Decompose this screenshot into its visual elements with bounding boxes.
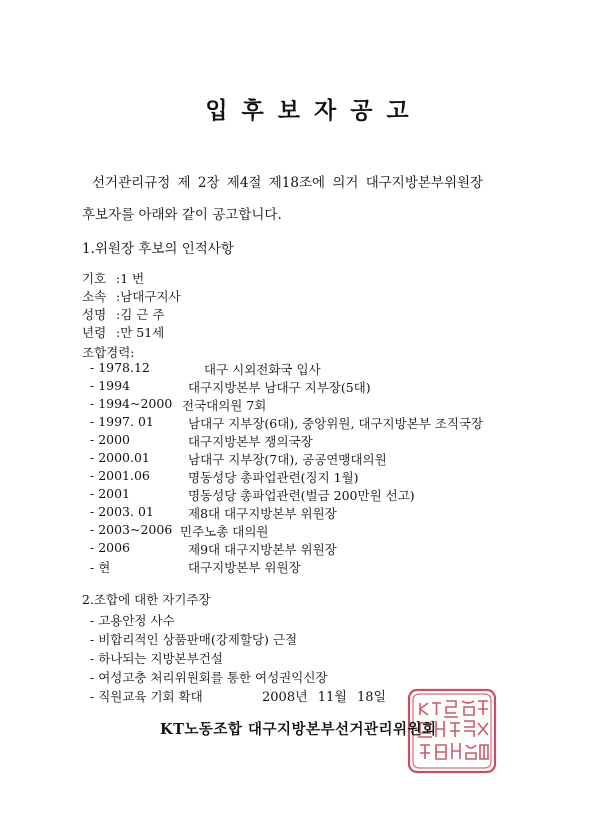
pledge-item: - 하나되는 지방본부건설	[90, 651, 223, 666]
info-value: 만 51세	[120, 325, 165, 340]
career-year: - 2006	[90, 540, 131, 555]
pledge-item: - 직원교육 기회 확대	[90, 689, 203, 704]
career-desc: 대구지방본부 위원장	[188, 560, 301, 575]
section-2-heading: 2.조합에 대한 자기주장	[82, 592, 211, 607]
career-year: - 2003. 01	[90, 504, 154, 519]
career-desc: 남대구 지부장(6대), 중앙위원, 대구지방본부 조직국장	[188, 416, 484, 431]
career-desc: 제9대 대구지방본부 위원장	[188, 542, 337, 557]
career-year: - 1994	[90, 378, 131, 393]
info-key: 소속	[82, 289, 107, 304]
career-year: - 1978.12	[90, 360, 150, 375]
career-desc: 민주노총 대의원	[180, 524, 269, 539]
career-year: - 2000.01	[90, 450, 150, 465]
career-desc: 대구지방본부 쟁의국장	[188, 434, 313, 449]
info-key: 기호	[82, 271, 107, 286]
career-year: - 2003~2006	[90, 522, 173, 537]
info-value: 김 근 주	[120, 307, 165, 322]
info-value: 1 번	[120, 271, 145, 286]
pledge-item: - 비합리적인 상품판매(강제할당) 근절	[90, 632, 298, 647]
career-year: - 1994~2000	[90, 396, 173, 411]
career-desc: 명동성당 총파업관련(벌금 200만원 선고)	[188, 488, 415, 503]
info-key: 성명	[82, 307, 107, 322]
info-value: 남대구지사	[120, 289, 181, 304]
info-row-name: 성명 :김 근 주	[82, 307, 165, 322]
career-desc: 전국대의원 7회	[182, 398, 267, 413]
notice-date: 2008년 11월 18일	[262, 690, 387, 705]
career-desc: 명동성당 총파업관련(징지 1월)	[188, 470, 359, 485]
pledge-item: - 여성고충 처리위원회를 통한 여성권익신장	[90, 670, 328, 685]
career-year: - 2001.06	[90, 468, 150, 483]
career-desc: 제8대 대구지방본부 위원장	[188, 506, 337, 521]
intro-line-2: 후보자를 아래와 같이 공고합니다.	[82, 207, 282, 223]
career-heading: 조합경력:	[82, 345, 135, 360]
career-year: - 현	[90, 560, 111, 575]
info-row-number: 기호 :1 번	[82, 271, 145, 286]
career-year: - 1997. 01	[90, 414, 154, 429]
info-row-age: 년령 :만 51세	[82, 325, 165, 340]
section-1-heading: 1.위원장 후보의 인적사항	[82, 241, 234, 257]
career-desc: 대구지방본부 남대구 지부장(5대)	[188, 380, 371, 395]
info-key: 년령	[82, 325, 107, 340]
career-desc: 남대구 지부장(7대), 공공연맹대의원	[188, 452, 387, 467]
pledge-item: - 고용안정 사수	[90, 613, 175, 628]
career-year: - 2001	[90, 486, 131, 501]
career-year: - 2000	[90, 432, 131, 447]
intro-line-1: 선거관리규정 제 2장 제4절 제18조에 의거 대구지방본부위원장	[92, 175, 484, 191]
page-title: 입후보자공고	[205, 97, 423, 124]
info-row-affiliation: 소속 :남대구지사	[82, 289, 181, 304]
organization-name: KT노동조합 대구지방본부선거관리위원회	[160, 721, 437, 738]
career-desc: 대구 시외전화국 입사	[204, 362, 321, 377]
